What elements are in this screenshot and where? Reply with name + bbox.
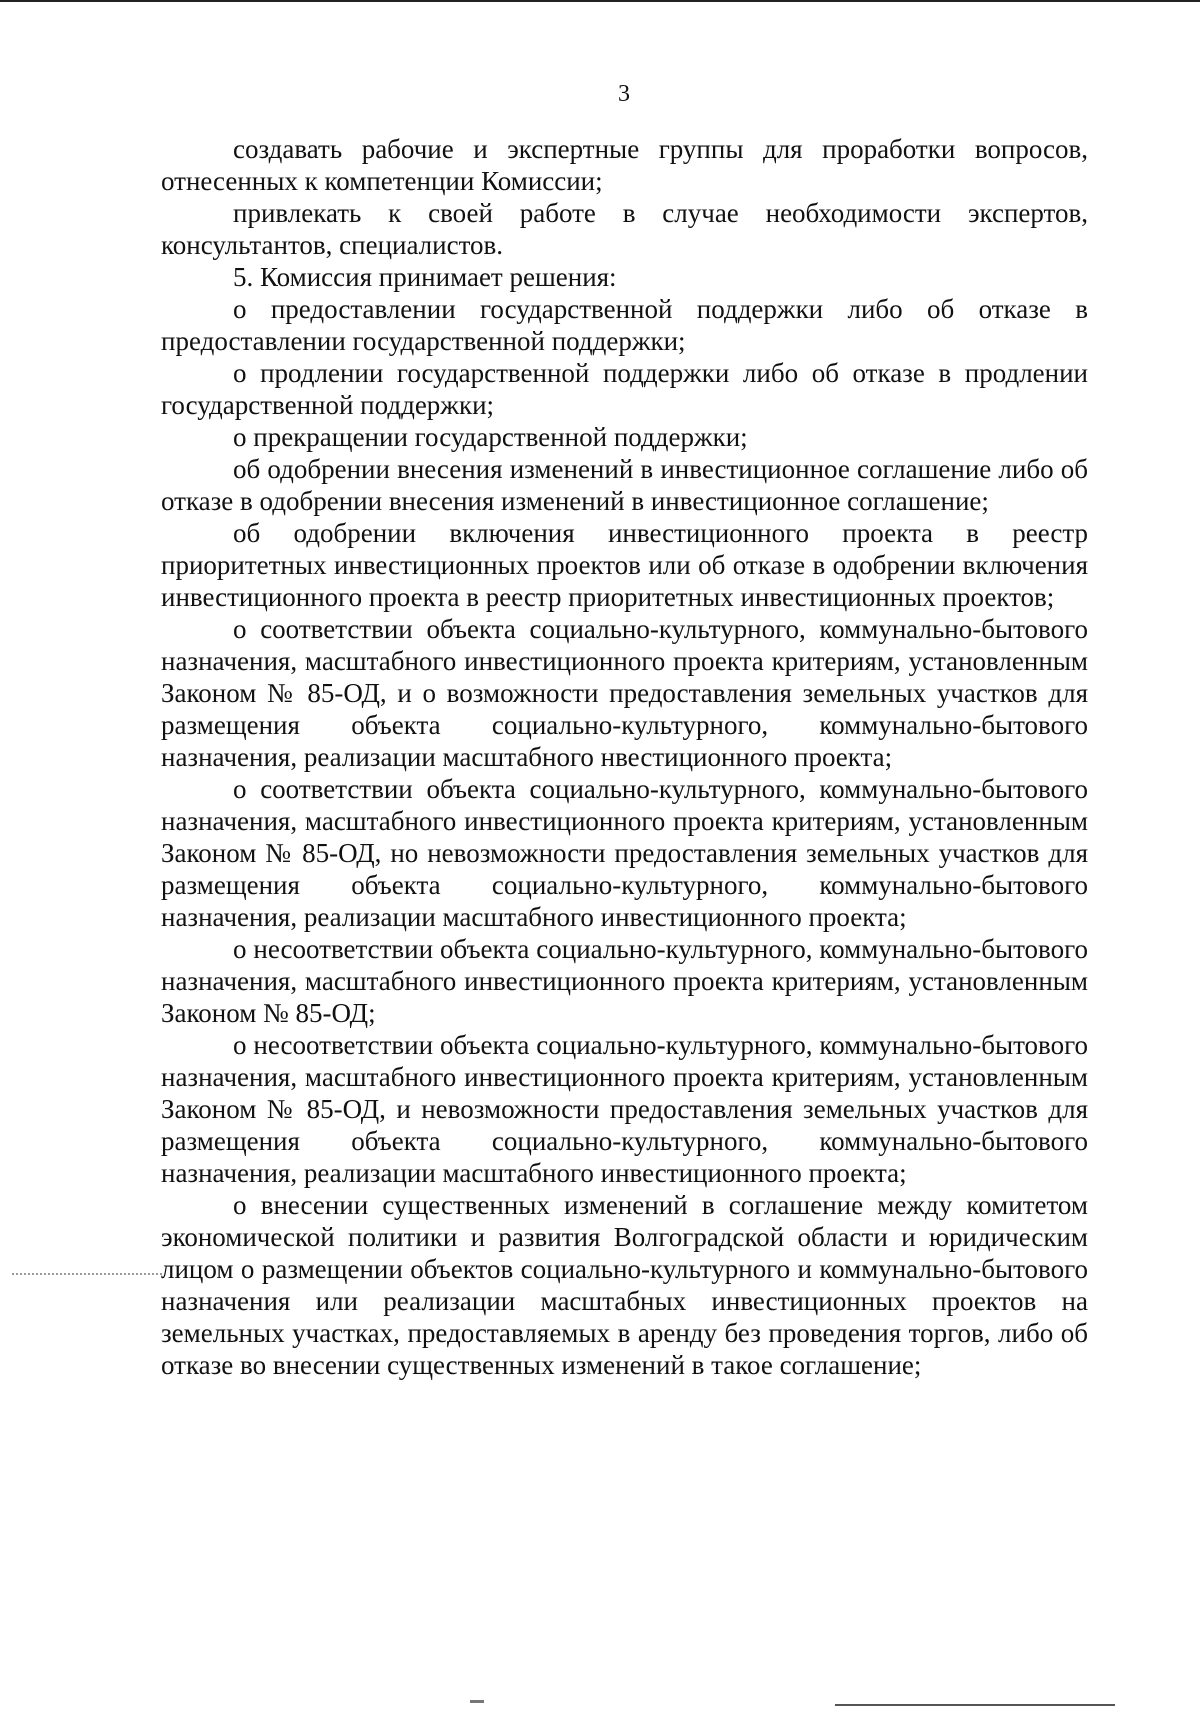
paragraph-working-groups: создавать рабочие и экспертные группы для проработки вопросов, отнесенных к компетенции Комиссии; [161, 134, 1088, 196]
paragraph-commission-decisions: 5. Комиссия принимает решения: [233, 262, 617, 292]
paragraph-approve-agreement-changes: об одобрении внесения изменений в инвестиционное соглашение либо об отказе в одобрении внесения изменений в инвестиционное соглашение; [161, 454, 1088, 516]
scan-top-edge [0, 0, 1200, 2]
paragraph-noncompliance: о несоответствии объекта социально-культурного, коммунально-бытового назначения, масштабного инвестиционного проекта критериям, установленным Законом № 85-ОД; [161, 934, 1088, 1028]
document-body [161, 133, 1088, 1381]
paragraph-agreement-amendments: о внесении существенных изменений в соглашение между комитетом экономической политики и развития Волгоградской области и юридическим лицом о размещении объектов социально-культурного и коммунально-бытового назначения или реализации масштабных инвестиционных проектов на земельных участках, предоставляемых в аренду без проведения торгов, либо об отказе во внесении существенных изменений в такое соглашение; [161, 1190, 1088, 1380]
paragraph-compliance-impossible: о соответствии объекта социально-культурного, коммунально-бытового назначения, масштабного инвестиционного проекта критериям, установленным Законом № 85-ОД, но невозможности предоставления земельных участков для размещения объекта социально-культурного, коммунально-бытового назначения, реализации масштабного инвестиционного проекта; [161, 774, 1088, 932]
paragraph-grant-support: о предоставлении государственной поддержки либо об отказе в предоставлении государственной поддержки; [161, 294, 1088, 356]
page-number: 3 [618, 81, 630, 107]
paragraph-compliance-possible: о соответствии объекта социально-культурного, коммунально-бытового назначения, масштабного инвестиционного проекта критериям, установленным Законом № 85-ОД, и о возможности предоставления земельных участков для размещения объекта социально-культурного, коммунально-бытового назначения, реализации масштабного нвестиционного проекта; [161, 614, 1088, 772]
paragraph-terminate-support: о прекращении государственной поддержки; [233, 422, 748, 452]
paragraph-experts: привлекать к своей работе в случае необходимости экспертов, консультантов, специалистов. [161, 198, 1088, 260]
scan-bottom-edge [835, 1704, 1115, 1706]
scan-artifact-mark [470, 1700, 484, 1703]
paragraph-priority-registry: об одобрении включения инвестиционного проекта в реестр приоритетных инвестиционных проектов или об отказе в одобрении включения инвестиционного проекта в реестр приоритетных инвестиционных проектов; [161, 518, 1088, 612]
paragraph-extend-support: о продлении государственной поддержки либо об отказе в продлении государственной поддержки; [161, 358, 1088, 420]
scan-artifact-dots [12, 1273, 162, 1277]
paragraph-noncompliance-impossible: о несоответствии объекта социально-культурного, коммунально-бытового назначения, масштабного инвестиционного проекта критериям, установленным Законом № 85-ОД, и невозможности предоставления земельных участков для размещения объекта социально-культурного, коммунально-бытового назначения, реализации масштабного инвестиционного проекта; [161, 1030, 1088, 1188]
